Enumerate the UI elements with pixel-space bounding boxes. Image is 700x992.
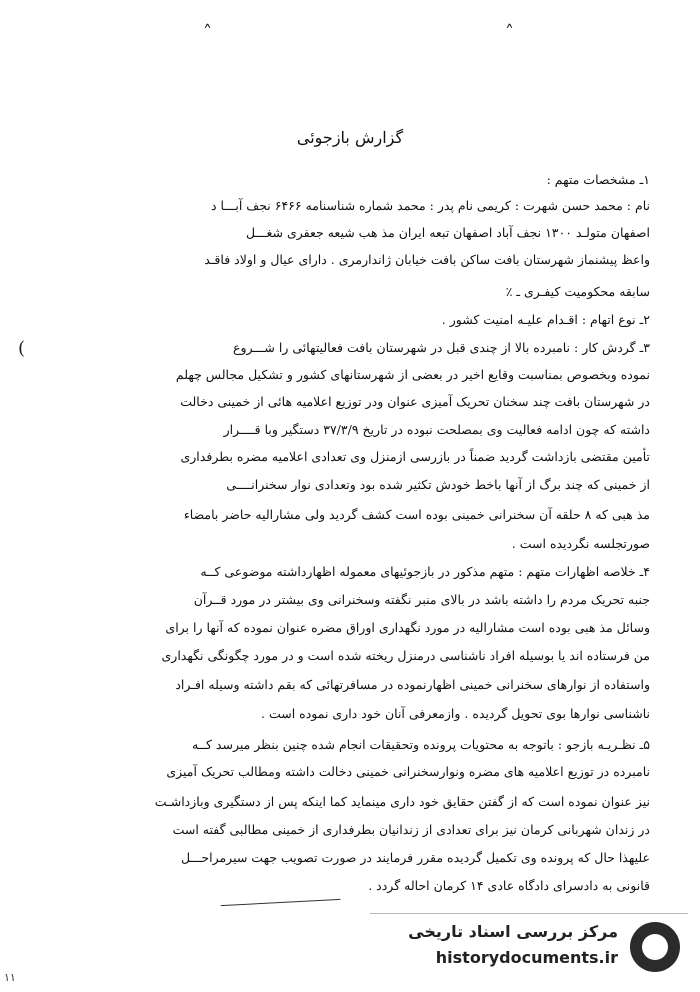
text-line: واستفاده از نوارهای سخنرانی خمینی اظهارنموده در مسافرتهائی که بقم داشته وسیله افـراد bbox=[175, 677, 650, 692]
margin-mark: ( bbox=[18, 338, 26, 359]
text-line: واعظ پیشنماز شهرستان بافت ساکن بافت خیابان ژاندارمری . دارای عیال و اولاد فاقـد bbox=[204, 252, 650, 267]
archive-url[interactable]: historydocuments.ir bbox=[435, 948, 618, 967]
archive-emblem-icon bbox=[630, 922, 680, 972]
text-line: مذ هبی که ۸ حلقه آن سخنرانی خمینی بوده است کشف گردید ولی مشارالیه حاضر بامضاء bbox=[183, 507, 650, 522]
section-2-heading: ۲ـ نوع اتهام : اقـدام علیـه امنیت کشور . bbox=[441, 312, 650, 327]
text-line: در شهرستان بافت چند سخنان تحریک آمیزی عنوان ودر توزیع اعلامیه هائی از خمینی دخالت bbox=[180, 394, 650, 409]
text-line: نموده وبخصوص بمناسبت وقایع اخیر در بعضی از شهرستانهای کشور و تشکیل مجالس چهلم bbox=[175, 367, 650, 382]
text-line: از خمینی که چند برگ از آنها باخط خودش تکثیر شده بود وتعدادی نوار سخنرانــــی bbox=[226, 477, 650, 492]
text-line: جنبه تحریک مردم را داشته باشد در بالای منبر نگفته وسخنرانی وی بیشتر در مورد قــرآن bbox=[193, 592, 650, 607]
signature bbox=[219, 877, 340, 906]
punch-hole-mark: ˄ bbox=[203, 22, 212, 43]
text-line: نام : محمد حسن شهرت : کریمی نام پدر : محمد شماره شناسنامه ۶۴۶۶ نجف آبـــا د bbox=[211, 198, 650, 213]
text-line: اصفهان متولـد ۱۳۰۰ نجف آباد اصفهان تبعه ایران مذ هب شیعه جعفری شغـــل bbox=[246, 225, 650, 240]
text-line: من فرستاده اند یا بوسیله افراد ناشناسی درمنزل ریخته شده است و در مورد چگونگی نگهداری bbox=[161, 648, 650, 663]
text-line: سابقه محکومیت کیفـری ـ ٪ bbox=[505, 284, 650, 299]
text-line: نیز عنوان نموده است که از گفتن حقایق خود داری مینماید کما اینکه پس از دستگیری وبازداشـت bbox=[154, 794, 650, 809]
text-line: در زندان شهربانی کرمان نیز برای تعدادی از زندانیان بطرفداری از خمینی مطالبی گفته است bbox=[172, 822, 650, 837]
page-number: ۱۱ bbox=[4, 971, 16, 984]
section-1-heading: ۱ـ مشخصات متهم : bbox=[546, 172, 650, 187]
section-4-heading: ۴ـ خلاصه اظهارات متهم : متهم مذکور در بازجوئیهای معموله اظهارداشته موضوعی کــه bbox=[200, 564, 650, 579]
text-line: ناشناسی نوارها بوی تحویل گردیده . وازمعرفی آنان خود داری نموده است . bbox=[261, 706, 650, 721]
text-line: قانونی به دادسرای دادگاه عادی ۱۴ کرمان احاله گردد . bbox=[368, 878, 650, 893]
text-line: داشته که چون ادامه فعالیت وی بمصلحت نبوده در تاریخ ۳۷/۳/۹ دستگیر وبا قــــرار bbox=[223, 422, 650, 437]
text-line: تأمین مقتضی بازداشت گردید ضمناً در بازرسی ازمنزل وی تعدادی اعلامیه مضره بطرفداری bbox=[180, 449, 650, 464]
section-3-heading: ۳ـ گردش کار : نامبرده بالا از چندی قبل در شهرستان بافت فعالیتهائی را شـــروع bbox=[233, 340, 650, 355]
archive-logo[interactable] bbox=[370, 913, 688, 978]
text-line: وسائل مذ هبی بوده است مشارالیه در مورد نگهداری اوراق مضره عنوان نموده که آنها را برای bbox=[165, 620, 650, 635]
punch-hole-mark: ˄ bbox=[505, 22, 514, 43]
text-line: علیهذا حال که پرونده وی تکمیل گردیده مقرر فرمایند در صورت تصویب جهت سیرمراحـــل bbox=[180, 850, 650, 865]
text-line: نامبرده در توزیع اعلامیه های مضره ونوارسخنرانی خمینی دخالت داشته ومطالب تحریک آمیزی bbox=[166, 764, 650, 779]
section-5-heading: ۵ـ نظـریـه بازجو : باتوجه به محتویات پرونده وتحقیقات انجام شده چنین بنظر میرسد کــه bbox=[191, 737, 650, 752]
document-title: گزارش بازجوئی bbox=[296, 128, 404, 147]
archive-name: مرکز بررسی اسناد تاریخی bbox=[408, 922, 618, 941]
text-line: صورتجلسه نگردیده است . bbox=[511, 536, 650, 551]
